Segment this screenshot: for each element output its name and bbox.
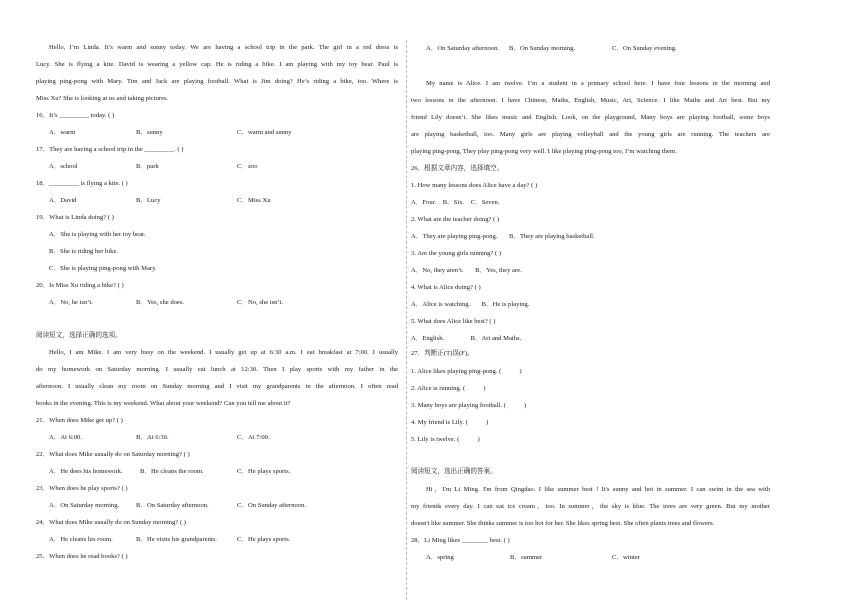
passage-3-line-3: friend Lily doesn’t. She likes music and English. Look, on the playground, Many boys are playing football, some boys bbox=[411, 114, 770, 121]
q16-text: 16．It’s _________ today. ( ) bbox=[36, 112, 115, 119]
q28-option-c[interactable]: C．winter bbox=[612, 554, 640, 561]
q23-option-a[interactable]: A．On Saturday morning. bbox=[49, 502, 120, 509]
q26-2-options[interactable]: A．They are playing ping-pong. B．They are playing basketball. bbox=[411, 233, 595, 240]
passage-3-line-2: two lessons in the afternoon. I have Chinese, Maths, English, Music, Art, Science. I like Maths and Art best. But my bbox=[411, 97, 770, 104]
q17-option-c[interactable]: C．zoo bbox=[237, 163, 258, 170]
q27-heading: 27．判断正(T)误(F)。 bbox=[411, 350, 474, 357]
q20-option-b[interactable]: B．Yes, she does. bbox=[136, 299, 185, 306]
passage-4-line-3: doesn't like summer. She thinks summer is too hot for her. She likes spring best. She often plants trees and flowers. bbox=[411, 520, 715, 527]
passage-3-line-5: playing ping-pong, They play ping-pong very well. I like playing ping-pong too, I’m watching them. bbox=[411, 148, 677, 155]
q19-option-a[interactable]: A．She is playing with her toy bear. bbox=[49, 231, 146, 238]
q27-item-4: 4. My friend is Lily. ( ) bbox=[411, 419, 489, 426]
q26-5-text: 5. What does Alice like best? ( ) bbox=[411, 318, 496, 325]
q22-option-a[interactable]: A．He does his homework. bbox=[49, 468, 123, 475]
q25-option-c[interactable]: C．On Sunday evening. bbox=[612, 45, 677, 52]
passage-1-line-1: Hello, I’m Linda. It’s warm and sunny today. We are having a school trip in the park. The girl in a red dress is bbox=[49, 44, 398, 51]
q26-1-options[interactable]: A．Four. B．Six. C．Seven. bbox=[411, 199, 500, 206]
q27-item-5: 5. Lily is twelve. ( ) bbox=[411, 436, 480, 443]
q26-4-text: 4. What is Alice doing? ( ) bbox=[411, 284, 481, 291]
q19-option-b[interactable]: B．She is riding her bike. bbox=[49, 248, 119, 255]
q21-text: 21．When does Mike get up? ( ) bbox=[36, 417, 123, 424]
passage-2-line-3: afternoon. I usually clean my room on Sunday morning and I visit my grandparents in the afternoon. I often read bbox=[36, 383, 398, 390]
passage-1-line-2: Lucy. She is flying a kite. David is wearing a yellow cap. He is riding a bike. I am playing with my toy bear. Paul is bbox=[36, 61, 398, 68]
q25-text: 25．When does he read books? ( ) bbox=[36, 553, 128, 560]
passage-3-line-1: My name is Alice. I am twelve. I’m a student in a primary school here. I have four lessons in the morning and bbox=[426, 80, 770, 87]
q26-2-text: 2. What are the teacher doing? ( ) bbox=[411, 216, 500, 223]
passage-3-line-4: are playing basketball, too. Many girls are playing volleyball and the young girls are running. The teachers are bbox=[411, 131, 770, 138]
q25-option-a[interactable]: A．On Saturday afternoon. bbox=[426, 45, 500, 52]
passage-2-line-1: Hello, I am Mike. I am very busy on the weekend. I usually get up at 6:30 a.m. I eat breakfast at 7:00. I usually bbox=[49, 349, 398, 356]
q18-option-a[interactable]: A．David bbox=[49, 197, 77, 204]
q25-option-b[interactable]: B．On Sunday morning. bbox=[509, 45, 576, 52]
q22-option-c[interactable]: C．He plays sports. bbox=[237, 468, 291, 475]
q21-option-a[interactable]: A．At 6:00. bbox=[49, 434, 82, 441]
q19-text: 19．What is Linda doing? ( ) bbox=[36, 214, 114, 221]
q22-option-b[interactable]: B．He cleans the room. bbox=[140, 468, 204, 475]
column-divider bbox=[406, 40, 407, 600]
q17-option-b[interactable]: B．park bbox=[136, 163, 159, 170]
q26-5-options[interactable]: A．English. B．Art and Maths. bbox=[411, 335, 522, 342]
q23-option-c[interactable]: C．On Sunday afternoon. bbox=[237, 502, 307, 509]
q18-option-b[interactable]: B．Lucy bbox=[136, 197, 161, 204]
q23-option-b[interactable]: B．On Saturday afternoon. bbox=[136, 502, 209, 509]
q20-text: 20．Is Miss Xu riding a bike? ( ) bbox=[36, 282, 124, 289]
q27-item-1: 1. Alice likes playing ping-pong. ( ) bbox=[411, 368, 522, 375]
q28-option-b[interactable]: B．summer bbox=[510, 554, 543, 561]
q19-option-c[interactable]: C．She is playing ping-pong with Mary. bbox=[49, 265, 157, 272]
q22-text: 22．What does Mike usually do on Saturday morning? ( ) bbox=[36, 451, 190, 458]
q28-text: 28．Li Ming likes ________ best. ( ) bbox=[411, 537, 510, 544]
q16-option-c[interactable]: C．warm and sunny bbox=[237, 129, 292, 136]
q27-item-3: 3. Many boys are playing football. ( ) bbox=[411, 402, 527, 409]
passage-2-line-4: books in the evening. This is my weekend. What about your weekend? Can you tell me about it? bbox=[36, 400, 291, 407]
q26-heading: 26．根据文章内容，选择填空。 bbox=[411, 165, 504, 172]
q20-option-c[interactable]: C．No, she isn’t. bbox=[237, 299, 284, 306]
q18-text: 18．_________ is flying a kite. ( ) bbox=[36, 180, 128, 187]
q20-option-a[interactable]: A．No, he isn’t. bbox=[49, 299, 93, 306]
q17-option-a[interactable]: A．school bbox=[49, 163, 78, 170]
passage-1-line-4: Miss Xu? She is looking at us and taking pictures. bbox=[36, 95, 169, 102]
passage-4-line-1: Hi，I'm Li Ming. I'm from Qingdao. I like summer best ! It's sunny and hot in summer. I can swim in the sea with bbox=[426, 486, 770, 493]
q27-item-2: 2. Alice is running. ( ) bbox=[411, 385, 486, 392]
q21-option-b[interactable]: B．At 6:30. bbox=[136, 434, 169, 441]
q24-option-c[interactable]: C．He plays sports. bbox=[237, 536, 291, 543]
passage-2-line-2: do my homework on Saturday morning. I usually eat lunch at 12:30. Then I play sports with my father in the bbox=[36, 366, 398, 373]
q16-option-b[interactable]: B．sunny bbox=[136, 129, 163, 136]
q21-option-c[interactable]: C．At 7:00. bbox=[237, 434, 270, 441]
q23-text: 23．When does he play sports? ( ) bbox=[36, 485, 128, 492]
q26-4-options[interactable]: A．Alice is watching. B．He is playing. bbox=[411, 301, 530, 308]
section-heading-2: 阅读短文，选择正确的选项。 bbox=[36, 332, 122, 339]
q26-3-options[interactable]: A．No, they aren’t. B．Yes, they are. bbox=[411, 267, 522, 274]
q17-text: 17．They are having a school trip in the _________. ( ) bbox=[36, 146, 184, 153]
q24-option-a[interactable]: A．He cleans his room. bbox=[49, 536, 113, 543]
passage-1-line-3: playing ping-pong with Mary. Tim and Jack are playing football. What is Jim doing? He’s riding a bike, too. Where is bbox=[36, 78, 398, 85]
q16-option-a[interactable]: A．warm bbox=[49, 129, 76, 136]
q24-option-b[interactable]: B．He visits his grandparents. bbox=[136, 536, 217, 543]
q26-1-text: 1. How many lessons does Alice have a day? ( ) bbox=[411, 182, 538, 189]
q26-3-text: 3. Are the young girls running? ( ) bbox=[411, 250, 502, 257]
passage-4-line-2: my friends every day. I can eat ice cream，too. In summer，the sky is blue. The trees are very green. But my mother bbox=[411, 503, 770, 510]
q18-option-c[interactable]: C．Miss Xu bbox=[237, 197, 271, 204]
q24-text: 24．What does Mike usually do on Sunday morning? ( ) bbox=[36, 519, 186, 526]
section-heading-3: 阅读短文，选出正确的答案。 bbox=[411, 468, 497, 475]
q28-option-a[interactable]: A．spring bbox=[426, 554, 454, 561]
